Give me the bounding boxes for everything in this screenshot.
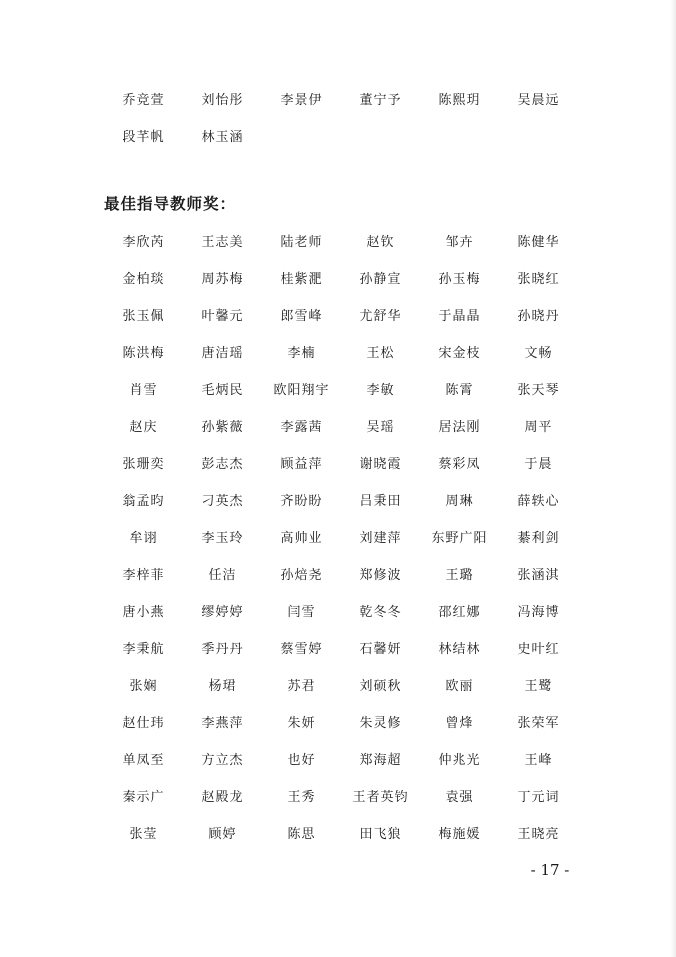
name-cell: 王峰	[524, 753, 553, 768]
name-cell: 王松	[366, 346, 395, 361]
name-cell: 孙紫薇	[201, 420, 244, 435]
name-cell: 刘硕秋	[359, 679, 402, 694]
name-cell: 于晨	[524, 457, 553, 472]
name-cell: 吕秉田	[359, 494, 402, 509]
name-cell: 蔡彩凤	[438, 457, 481, 472]
name-cell: 金柏琰	[122, 272, 165, 287]
name-cell: 张晓红	[517, 272, 560, 287]
name-cell: 李楠	[287, 346, 316, 361]
name-cell: 唐小燕	[122, 605, 165, 620]
name-cell: 也好	[287, 753, 316, 768]
name-cell: 李秉航	[122, 642, 165, 657]
name-cell: 周琳	[445, 494, 474, 509]
name-cell: 秦示广	[122, 790, 165, 805]
name-cell: 王晓亮	[517, 827, 560, 842]
name-cell: 谢晓霞	[359, 457, 402, 472]
name-cell: 李露茜	[280, 420, 323, 435]
name-cell: 田飞狼	[359, 827, 402, 842]
name-cell: 孙晓丹	[517, 309, 560, 324]
name-cell: 陈熙玥	[438, 93, 481, 108]
name-cell: 肖雪	[129, 383, 158, 398]
name-cell: 董宁予	[359, 93, 402, 108]
name-cell: 张莹	[129, 827, 158, 842]
name-cell: 闫雪	[287, 605, 316, 620]
name-cell: 陆老师	[280, 235, 323, 250]
name-cell: 朱灵修	[359, 716, 402, 731]
name-cell: 乔竞萱	[122, 93, 165, 108]
name-cell: 袁强	[445, 790, 474, 805]
name-cell: 陈洪梅	[122, 346, 165, 361]
name-cell: 陈霄	[445, 383, 474, 398]
best-teacher-award-heading: 最佳指导教师奖：	[104, 194, 237, 213]
name-cell: 齐盼盼	[280, 494, 323, 509]
name-cell: 唐洁瑶	[201, 346, 244, 361]
name-cell: 任洁	[208, 568, 237, 583]
name-cell: 王志美	[201, 235, 244, 250]
name-cell: 孙玉梅	[438, 272, 481, 287]
name-cell: 周平	[524, 420, 553, 435]
name-cell: 林玉涵	[201, 130, 244, 145]
name-cell: 林结林	[438, 642, 481, 657]
name-cell: 赵钦	[366, 235, 395, 250]
name-cell: 邵红娜	[438, 605, 481, 620]
name-cell: 赵庆	[129, 420, 158, 435]
name-cell: 陈健华	[517, 235, 560, 250]
name-cell: 文畅	[524, 346, 553, 361]
name-cell: 翁孟昀	[122, 494, 165, 509]
name-cell: 刘怡彤	[201, 93, 244, 108]
name-cell: 缪婷婷	[201, 605, 244, 620]
name-cell: 李敏	[366, 383, 395, 398]
name-cell: 高帅业	[280, 531, 323, 546]
name-cell: 牟诩	[129, 531, 158, 546]
best-teacher-name-list	[104, 224, 578, 853]
name-cell: 东野广阳	[431, 531, 488, 546]
name-cell: 刁英杰	[201, 494, 244, 509]
name-cell: 李梓菲	[122, 568, 165, 583]
name-cell: 仲兆光	[438, 753, 481, 768]
name-cell: 桂紫淝	[280, 272, 323, 287]
name-cell: 刘建萍	[359, 531, 402, 546]
name-cell: 吴晨远	[517, 93, 560, 108]
name-cell: 李玉玲	[201, 531, 244, 546]
name-cell: 赵殿龙	[201, 790, 244, 805]
name-cell: 孙焙尧	[280, 568, 323, 583]
name-cell: 赵仕玮	[122, 716, 165, 731]
name-cell: 薛轶心	[517, 494, 560, 509]
name-cell: 石馨妍	[359, 642, 402, 657]
name-cell: 王鹭	[524, 679, 553, 694]
name-cell: 邹卉	[445, 235, 474, 250]
name-cell: 尤舒华	[359, 309, 402, 324]
name-cell: 孙静宣	[359, 272, 402, 287]
name-cell: 蔡雪婷	[280, 642, 323, 657]
name-cell: 季丹丹	[201, 642, 244, 657]
name-cell: 乾冬冬	[359, 605, 402, 620]
name-cell: 丁元词	[517, 790, 560, 805]
name-cell: 杨珺	[208, 679, 237, 694]
name-cell: 彭志杰	[201, 457, 244, 472]
name-cell: 王秀	[287, 790, 316, 805]
name-cell: 陈思	[287, 827, 316, 842]
name-cell: 王者英钧	[352, 790, 409, 805]
name-cell: 宋金枝	[438, 346, 481, 361]
name-cell: 单凤至	[122, 753, 165, 768]
name-cell: 张荣军	[517, 716, 560, 731]
name-cell: 居法刚	[438, 420, 481, 435]
name-cell: 朱妍	[287, 716, 316, 731]
name-cell: 周苏梅	[201, 272, 244, 287]
name-cell: 吴瑶	[366, 420, 395, 435]
name-cell: 毛炳民	[201, 383, 244, 398]
name-cell: 方立杰	[201, 753, 244, 768]
name-cell: 于晶晶	[438, 309, 481, 324]
name-cell: 张涵淇	[517, 568, 560, 583]
name-cell: 曾烽	[445, 716, 474, 731]
name-cell: 张玉佩	[122, 309, 165, 324]
name-cell: 梅施媛	[438, 827, 481, 842]
name-cell: 苏君	[287, 679, 316, 694]
previous-award-name-list	[104, 82, 578, 156]
page-number: - 17 -	[530, 861, 570, 879]
name-cell: 郑修波	[359, 568, 402, 583]
page-edge-shadow	[670, 0, 676, 957]
name-cell: 李燕萍	[201, 716, 244, 731]
name-cell: 綦利剑	[517, 531, 560, 546]
name-cell: 郑海超	[359, 753, 402, 768]
name-cell: 欧丽	[445, 679, 474, 694]
name-cell: 史叶红	[517, 642, 560, 657]
name-cell: 顾益萍	[280, 457, 323, 472]
name-cell: 顾婷	[208, 827, 237, 842]
name-cell: 欧阳翔宇	[273, 383, 330, 398]
name-cell: 段芊帆	[122, 130, 165, 145]
name-cell: 冯海博	[517, 605, 560, 620]
name-cell: 李景伊	[280, 93, 323, 108]
name-cell: 张天琴	[517, 383, 560, 398]
name-cell: 张娴	[129, 679, 158, 694]
name-cell: 郎雪峰	[280, 309, 323, 324]
name-cell: 王璐	[445, 568, 474, 583]
name-cell: 张珊奕	[122, 457, 165, 472]
name-cell: 李欣芮	[122, 235, 165, 250]
name-cell: 叶馨元	[201, 309, 244, 324]
